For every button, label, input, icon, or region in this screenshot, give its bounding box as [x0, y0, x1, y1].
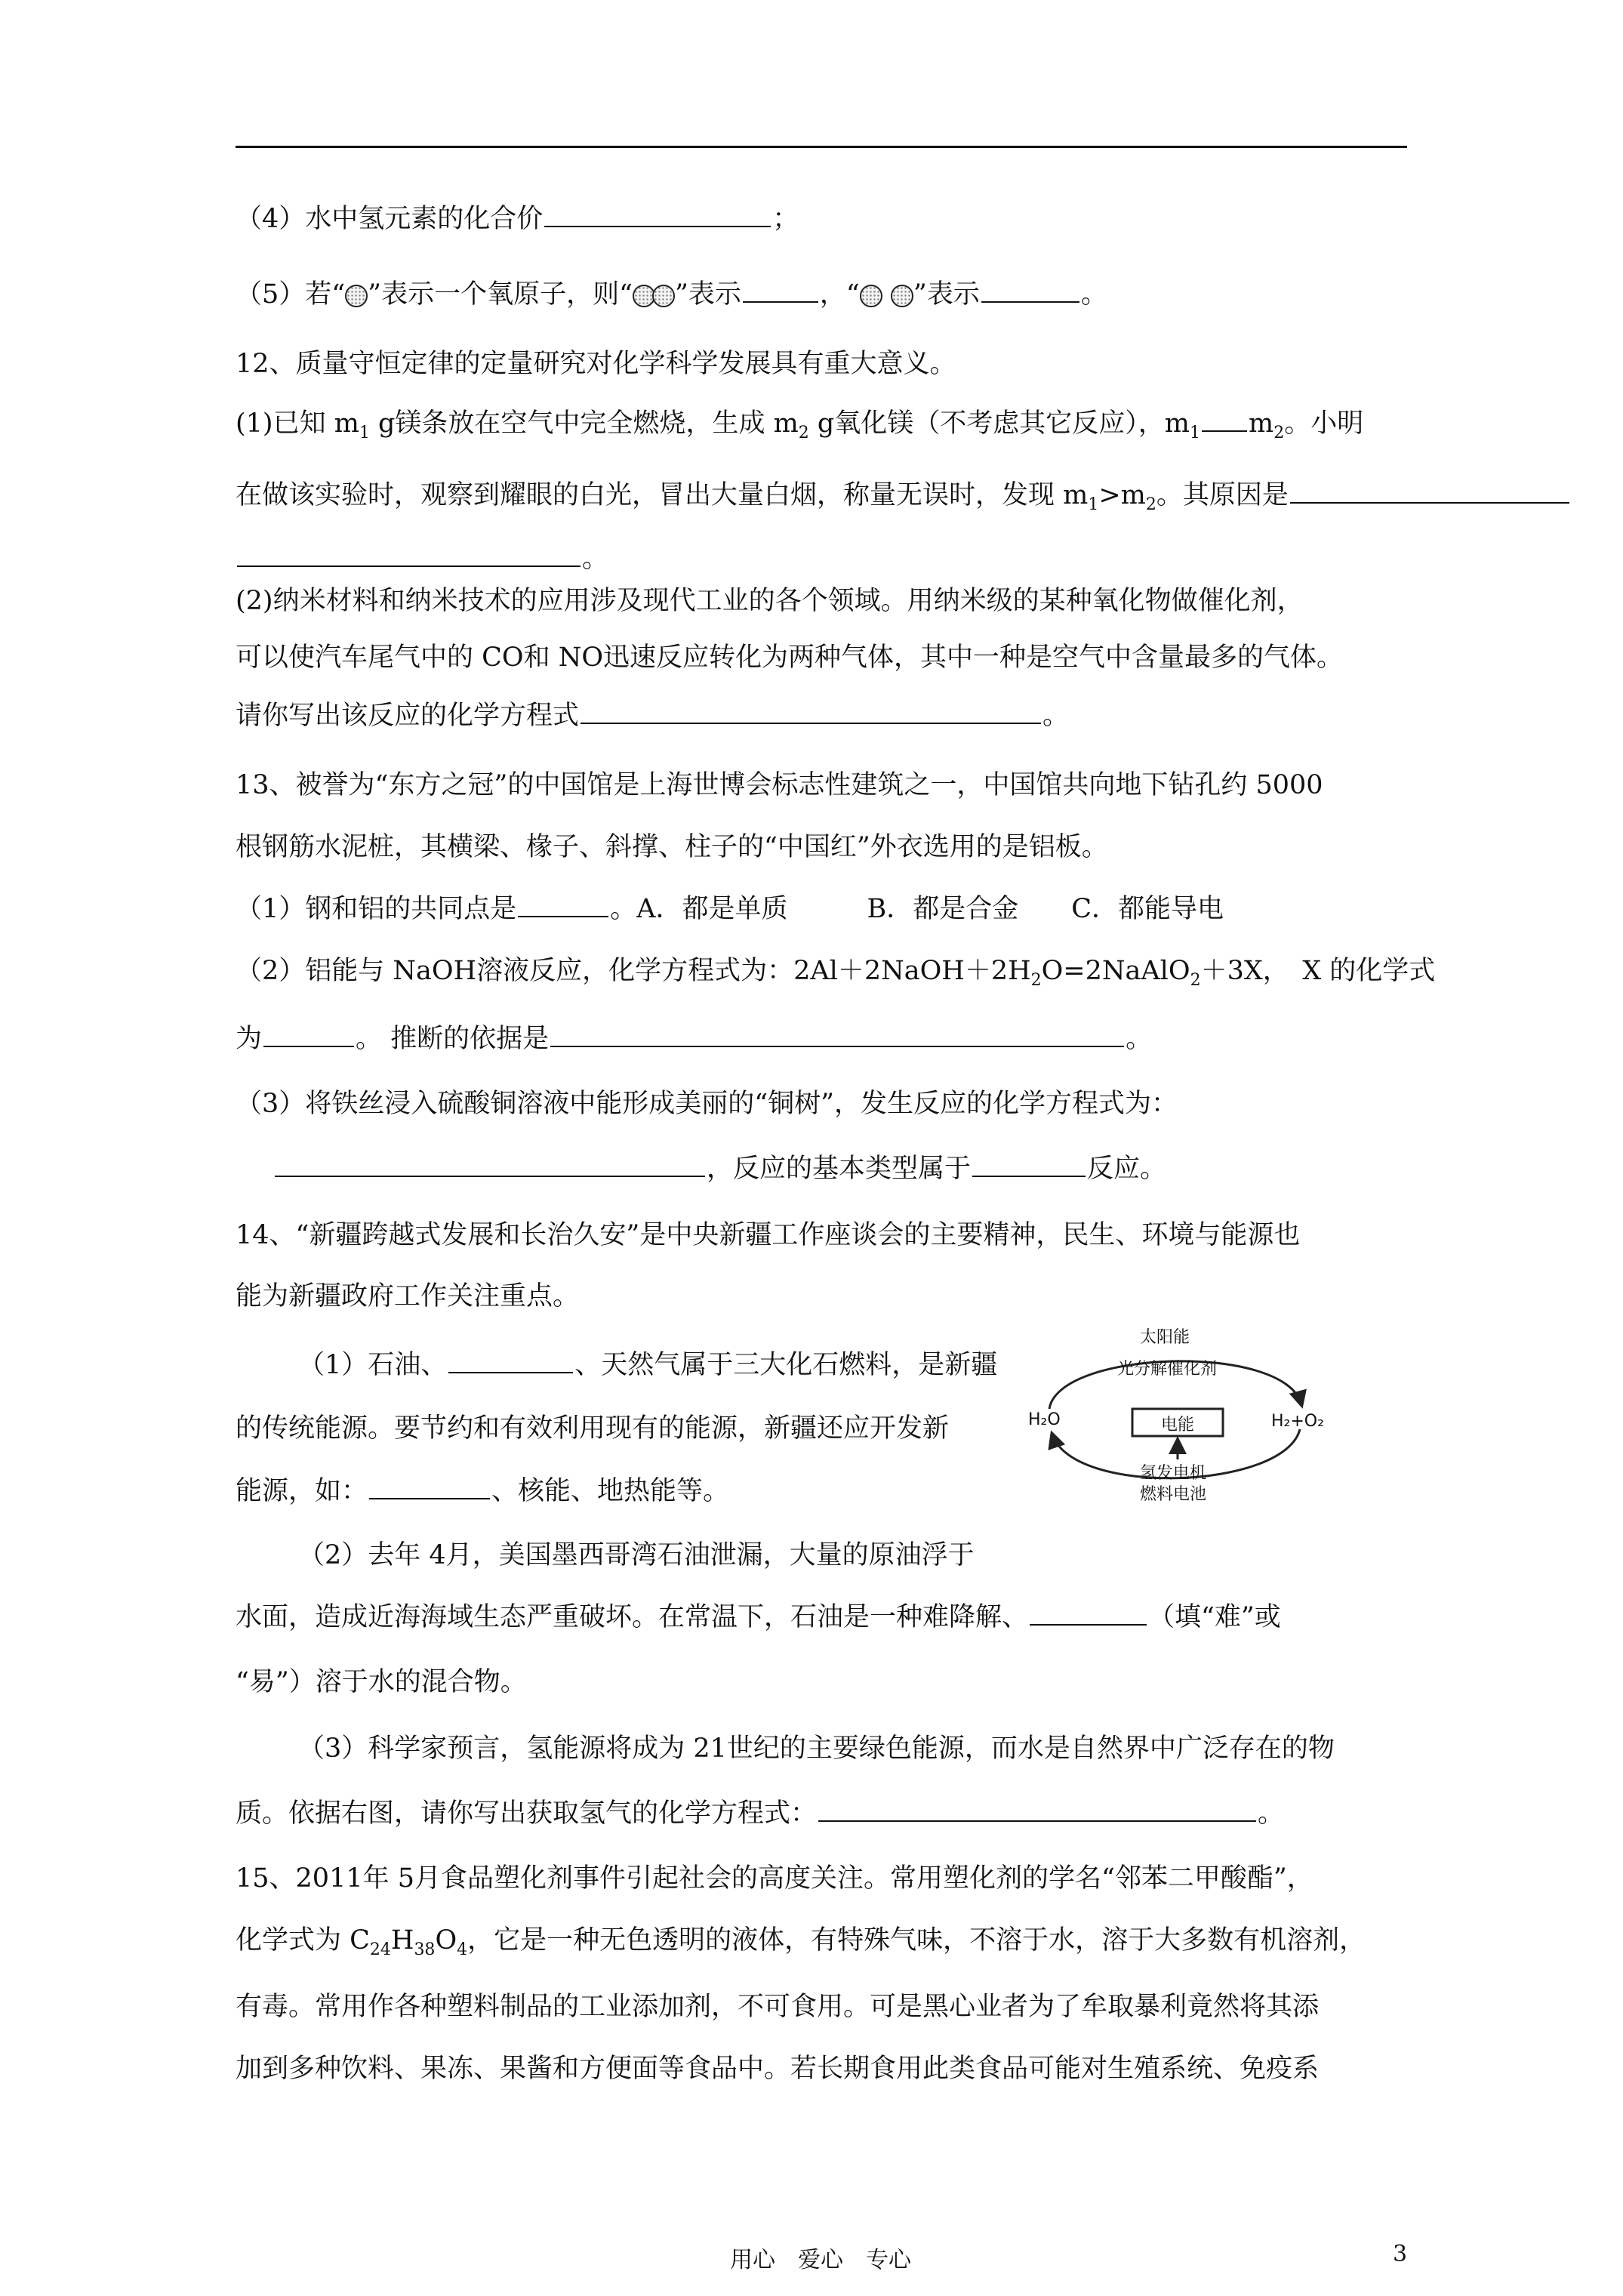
- oxygen-atom-icon: [860, 285, 882, 307]
- products-label: H₂+O₂: [1271, 1412, 1324, 1431]
- catalyst-label: 光分解催化剂: [1117, 1360, 1218, 1379]
- hydrogen-cycle-diagram: [1028, 1320, 1330, 1509]
- q15-line1: 15、2011年 5月食品塑化剂事件引起社会的高度关注。常用塑化剂的学名“邻苯二甲酸酯”，: [236, 1863, 1313, 1894]
- q14-part2-line2: 水面，造成近海海域生态严重破坏。在常温下，石油是一种难降解、 （填“难”或: [236, 1596, 1281, 1638]
- fuel-cell-label: 燃料电池: [1140, 1485, 1207, 1504]
- q14-intro-line2: 能为新疆政府工作关注重点。: [236, 1281, 580, 1311]
- footer-motto: 用心 爱心 专心: [730, 2247, 911, 2273]
- water-label: H₂O: [1028, 1410, 1061, 1429]
- answer-blank[interactable]: [1030, 1598, 1147, 1626]
- answer-blank[interactable]: [1202, 405, 1247, 432]
- q13-part1: （1）钢和铝的共同点是 。A．都是单质 B．都是合金 C．都能导电: [236, 888, 1224, 930]
- answer-blank[interactable]: [263, 1020, 354, 1047]
- answer-blank[interactable]: [237, 540, 581, 567]
- q14-part1-line3: 能源，如： 、核能、地热能等。: [236, 1470, 729, 1512]
- q12-part2-line3: 请你写出该反应的化学方程式 。: [236, 695, 1069, 737]
- q12-part1-line3: 。: [236, 538, 608, 580]
- answer-blank[interactable]: [518, 890, 608, 917]
- q14-part3-line2: 质。依据右图，请你写出获取氢气的化学方程式： 。: [236, 1792, 1284, 1835]
- q15-line4: 加到多种饮料、果冻、果酱和方便面等食品中。若长期食用此类食品可能对生殖系统、免疫系: [236, 2054, 1320, 2084]
- answer-blank[interactable]: [275, 1150, 705, 1177]
- answer-blank[interactable]: [743, 276, 818, 303]
- q14-part2-line3: “易”）溶于水的混合物。: [236, 1667, 527, 1697]
- q12-part2-line2: 可以使汽车尾气中的 CO和 NO迅速反应转化为两种气体，其中一种是空气中含量最多的气体。: [236, 643, 1344, 673]
- answer-blank[interactable]: [818, 1795, 1256, 1822]
- answer-blank[interactable]: [550, 1020, 1124, 1047]
- q14-part3-line1: （3）科学家预言，氢能源将成为 21世纪的主要绿色能源，而水是自然界中广泛存在的物: [298, 1734, 1335, 1764]
- q12-part1-line1: (1)已知 $m_1$ g镁条放在空气中完全燃烧，生成 $m_2$ g氧化镁（不考虑其它反应），$m_1$ $m_2$。小明: [236, 402, 1363, 455]
- oxygen-atom-icon: [891, 285, 913, 307]
- q13-part3-line2: ，反应的基本类型属于 反应。: [273, 1148, 1166, 1190]
- q14-part1-line1: （1）石油、 、天然气属于三大化石燃料，是新疆: [298, 1344, 997, 1386]
- q13-part2-line1: （2）铝能与 NaOH溶液反应，化学方程式为：$2Al+2NaOH+2H_2O=2NaAlO_2+3X$， X 的化学式: [236, 956, 1436, 990]
- hydrogen-generator-label: 氢发电机: [1140, 1464, 1207, 1483]
- solar-energy-label: 太阳能: [1140, 1328, 1190, 1347]
- q12-part2-line1: (2)纳米材料和纳米技术的应用涉及现代工业的各个领域。用纳米级的某种氧化物做催化剂，: [236, 586, 1304, 616]
- q15-line3: 有毒。常用作各种塑料制品的工业添加剂，不可食用。可是黑心业者为了牟取暴利竟然将其添: [236, 1992, 1320, 2022]
- answer-blank[interactable]: [544, 200, 771, 227]
- answer-blank[interactable]: [448, 1346, 573, 1373]
- q13-part3-line1: （3）将铁丝浸入硫酸铜溶液中能形成美丽的“铜树”，发生反应的化学方程式为：: [236, 1089, 1178, 1119]
- q11-line5: （5）若“ ”表示一个氧原子，则“ ”表示 ，“ ”表示 。: [236, 273, 1107, 316]
- q13-intro-line1: 13、被誉为“东方之冠”的中国馆是上海世博会标志性建筑之一，中国馆共向地下钻孔约 5000: [236, 770, 1323, 800]
- q14-intro-line1: 14、“新疆跨越式发展和长治久安”是中央新疆工作座谈会的主要精神，民生、环境与能源也: [236, 1220, 1301, 1250]
- page-number: 3: [1393, 2241, 1408, 2267]
- answer-blank[interactable]: [581, 697, 1041, 724]
- q13-intro-line2: 根钢筋水泥桩，其横梁、椽子、斜撑、柱子的“中国红”外衣选用的是铝板。: [236, 832, 1108, 862]
- header-rule: [236, 146, 1407, 148]
- answer-blank[interactable]: [1290, 476, 1569, 504]
- q14-part1-line2: 的传统能源。要节约和有效利用现有的能源，新疆还应开发新: [236, 1413, 950, 1444]
- electric-energy-label: 电能: [1161, 1416, 1195, 1435]
- answer-blank[interactable]: [369, 1472, 490, 1499]
- q12-part1-line2: 在做该实验时，观察到耀眼的白光，冒出大量白烟，称量无误时，发现 $m_1>m_2$。其原因是: [236, 474, 1571, 526]
- q15-line2: 化学式为 $C_{24}H_{38}O_4$，它是一种无色透明的液体，有特殊气味，不溶于水，溶于大多数有机溶剂，: [236, 1925, 1366, 1959]
- q11-line4: （4）水中氢元素的化合价 ；: [236, 198, 799, 240]
- oxygen-atom-icon: [345, 285, 368, 307]
- answer-blank[interactable]: [972, 1150, 1086, 1177]
- oxygen-atom-icon: [652, 285, 675, 307]
- q12-intro: 12、质量守恒定律的定量研究对化学科学发展具有重大意义。: [236, 349, 956, 379]
- q13-part2-line2: 为 。 推断的依据是 。: [236, 1018, 1152, 1060]
- answer-blank[interactable]: [981, 276, 1079, 303]
- q14-part2-line1: （2）去年 4月，美国墨西哥湾石油泄漏，大量的原油浮于: [298, 1540, 975, 1570]
